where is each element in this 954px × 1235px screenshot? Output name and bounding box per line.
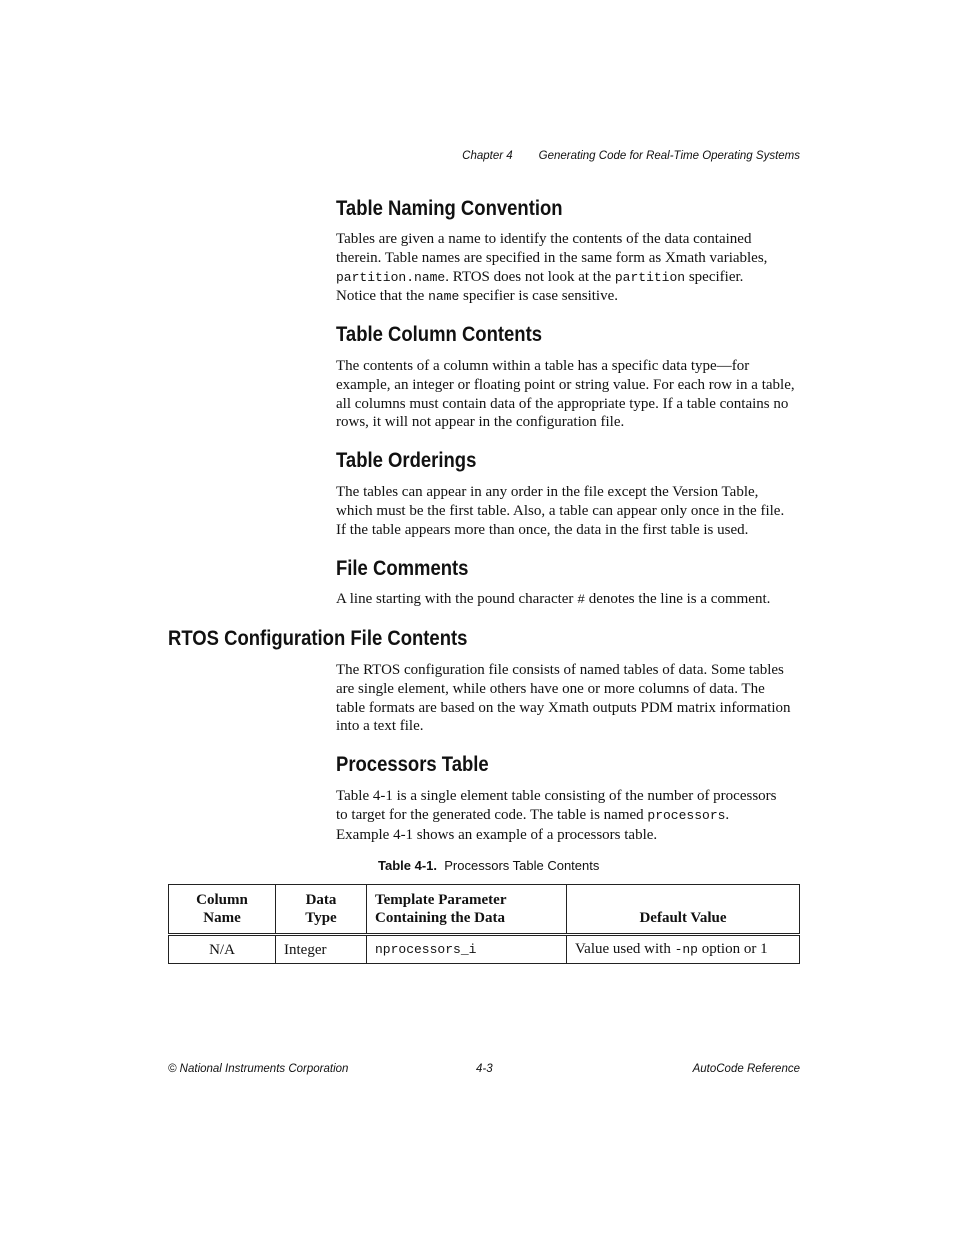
code-partition-name: partition.name xyxy=(336,269,446,285)
table-caption xyxy=(378,858,599,873)
cell-name: N/A xyxy=(169,935,276,964)
header-template-parameter: Template Parameter Containing the Data xyxy=(367,885,567,935)
chapter-title: Generating Code for Real-Time Operating Systems xyxy=(538,150,800,162)
heading-file-comments: File Comments xyxy=(336,557,469,580)
header-default-value: Default Value xyxy=(567,885,800,935)
cell-default: Value used with -np option or 1 xyxy=(567,935,800,964)
paragraph-processors-table: Table 4-1 is a single element table consisting of the number of processors to target for the generated code. The table is named processors. Example 4-1 shows an example of a processors table. xyxy=(336,788,777,843)
code-name: name xyxy=(428,289,460,305)
paragraph-table-column: The contents of a column within a table has a specific data type—for example, an integer or floating point or string value. For each row in a table, all columns must contain data of the appropriate type. If a table contains no rows, it will not appear in the configuration file. xyxy=(336,358,795,431)
heading-table-column-contents: Table Column Contents xyxy=(336,323,543,346)
heading-rtos-configuration-file-contents: RTOS Configuration File Contents xyxy=(168,627,468,650)
processors-table-contents xyxy=(168,884,800,964)
cell-param: nprocessors_i xyxy=(367,935,567,964)
cell-type: Integer xyxy=(276,935,367,964)
header-column-name: Column Name xyxy=(169,885,276,935)
paragraph-table-orderings: The tables can appear in any order in the file except the Version Table, which must be the first table. Also, a table can appear only once in the file. If the table appears more than once, the data in the first table is used. xyxy=(336,484,785,538)
code-pound: # xyxy=(577,592,585,607)
heading-processors-table: Processors Table xyxy=(336,753,489,776)
footer-copyright: © National Instruments Corporation xyxy=(168,1063,349,1075)
table-caption-label: Table 4-1. xyxy=(378,858,438,873)
header-data-type: Data Type xyxy=(276,885,367,935)
heading-table-naming-convention: Table Naming Convention xyxy=(336,197,563,220)
paragraph-table-naming: Tables are given a name to identify the contents of the data contained therein. Table names are specified in the same form as Xmath variables, partition.name. RTOS does not look at the partition specifier. Notice that the name specifier is case sensitive. xyxy=(336,231,768,305)
heading-table-orderings: Table Orderings xyxy=(336,449,477,472)
running-header xyxy=(462,150,800,162)
paragraph-rtos-config: The RTOS configuration file consists of named tables of data. Some tables are single element, while others have one or more columns of data. The table formats are based on the way Xmath outputs PDM matrix information into a text file. xyxy=(336,662,791,735)
paragraph-file-comments: A line starting with the pound character # denotes the line is a comment. xyxy=(336,591,771,607)
footer-book-title: AutoCode Reference xyxy=(692,1063,800,1075)
table-row xyxy=(169,935,800,964)
table-caption-text: Processors Table Contents xyxy=(444,858,600,873)
footer-page-number: 4-3 xyxy=(476,1063,493,1075)
code-processors: processors xyxy=(647,807,726,823)
table-header-row xyxy=(169,885,800,935)
chapter-label: Chapter 4 xyxy=(462,150,513,162)
code-partition: partition xyxy=(614,269,686,285)
